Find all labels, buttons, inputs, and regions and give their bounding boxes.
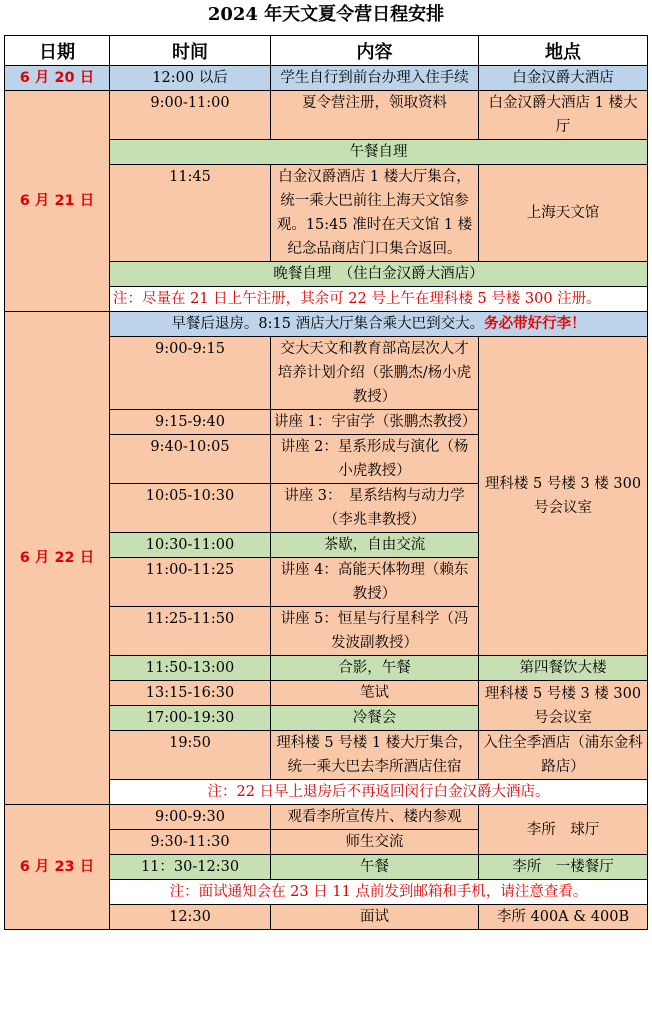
time-cell: 9:00-9:30 [110,805,271,830]
place-cell: 第四餐饮大楼 [479,656,648,681]
table-row [5,805,648,830]
content-cell: 讲座 2：星系形成与演化（杨小虎教授） [271,435,479,484]
content-cell: 面试 [271,905,479,930]
content-cell: 观看李所宣传片、楼内参观 [271,805,479,830]
header-content: 内容 [271,36,479,66]
time-cell: 13:15-16:30 [110,681,271,706]
page-title: 2024 年天文夏令营日程安排 [207,4,445,25]
content-cell: 师生交流 [271,830,479,855]
content-cell: 茶歇，自由交流 [271,533,479,558]
content-cell: 交大天文和教育部高层次人才培养计划介绍（张鹏杰/杨小虎教授） [271,337,479,410]
note-cell: 注：尽量在 21 日上午注册，其余可 22 号上午在理科楼 5 号楼 300 注册。 [110,287,648,312]
content-cell: 夏令营注册，领取资料 [271,91,479,140]
place-cell: 理科楼 5 号楼 3 楼 300 号会议室 [479,337,648,656]
content-cell: 理科楼 5 号楼 1 楼大厅集合，统一乘大巴去李所酒店住宿 [271,731,479,780]
time-cell: 10:05-10:30 [110,484,271,533]
time-cell: 11:45 [110,165,271,262]
date-cell: 6 月 23 日 [5,805,110,930]
time-cell: 11:25-11:50 [110,607,271,656]
date-cell: 6 月 20 日 [5,66,110,91]
table-row [5,312,648,337]
time-cell: 11:50-13:00 [110,656,271,681]
place-cell: 入住全季酒店（浦东金科路店） [479,731,648,780]
place-cell: 上海天文馆 [479,165,648,262]
time-cell: 9:40-10:05 [110,435,271,484]
table-row [5,91,648,140]
time-cell: 9:00-11:00 [110,91,271,140]
header-place: 地点 [479,36,648,66]
time-cell: 12:30 [110,905,271,930]
content-cell: 讲座 4：高能天体物理（赖东教授） [271,558,479,607]
place-cell: 理科楼 5 号楼 3 楼 300 号会议室 [479,681,648,731]
content-cell: 午餐 [271,855,479,880]
time-cell: 11:00-11:25 [110,558,271,607]
note-cell: 注：面试通知会在 23 日 11 点前发到邮箱和手机，请注意查看。 [110,880,648,905]
time-cell: 11：30-12:30 [110,855,271,880]
time-cell: 9:00-9:15 [110,337,271,410]
content-cell: 学生自行到前台办理入住手续 [271,66,479,91]
place-cell: 白金汉爵大酒店 1 楼大厅 [479,91,648,140]
note-cell: 注：22 日早上退房后不再返回闵行白金汉爵大酒店。 [110,780,648,805]
header-date: 日期 [5,36,110,66]
content-cell: 笔试 [271,681,479,706]
place-cell: 李所 400A & 400B [479,905,648,930]
content-cell: 合影，午餐 [271,656,479,681]
content-cell: 讲座 3： 星系结构与动力学（李兆聿教授） [271,484,479,533]
time-cell: 9:15-9:40 [110,410,271,435]
table-row [5,66,648,91]
merged-cell: 晚餐自理 （住白金汉爵大酒店） [110,262,648,287]
content-cell: 讲座 5：恒星与行星科学（冯发波副教授） [271,607,479,656]
place-cell: 李所 一楼餐厅 [479,855,648,880]
place-cell: 李所 球厅 [479,805,648,855]
header-row [5,36,648,66]
place-cell: 白金汉爵大酒店 [479,66,648,91]
content-cell: 冷餐会 [271,706,479,731]
merged-cell [110,312,648,337]
warning-text: 务必带好行李！ [484,315,586,332]
merged-cell: 午餐自理 [110,140,648,165]
time-cell: 9:30-11:30 [110,830,271,855]
content-cell: 讲座 1：宇宙学（张鹏杰教授） [271,410,479,435]
date-cell: 6 月 22 日 [5,312,110,805]
schedule-table [4,35,648,930]
time-cell: 12:00 以后 [110,66,271,91]
time-cell: 19:50 [110,731,271,780]
checkout-text: 早餐后退房。8:15 酒店大厅集合乘大巴到交大。 [171,316,485,332]
time-cell: 17:00-19:30 [110,706,271,731]
header-time: 时间 [110,36,271,66]
date-cell: 6 月 21 日 [5,91,110,312]
content-cell: 白金汉爵酒店 1 楼大厅集合，统一乘大巴前往上海天文馆参观。15:45 准时在天文馆 1 楼纪念品商店门口集合返回。 [271,165,479,262]
time-cell: 10:30-11:00 [110,533,271,558]
